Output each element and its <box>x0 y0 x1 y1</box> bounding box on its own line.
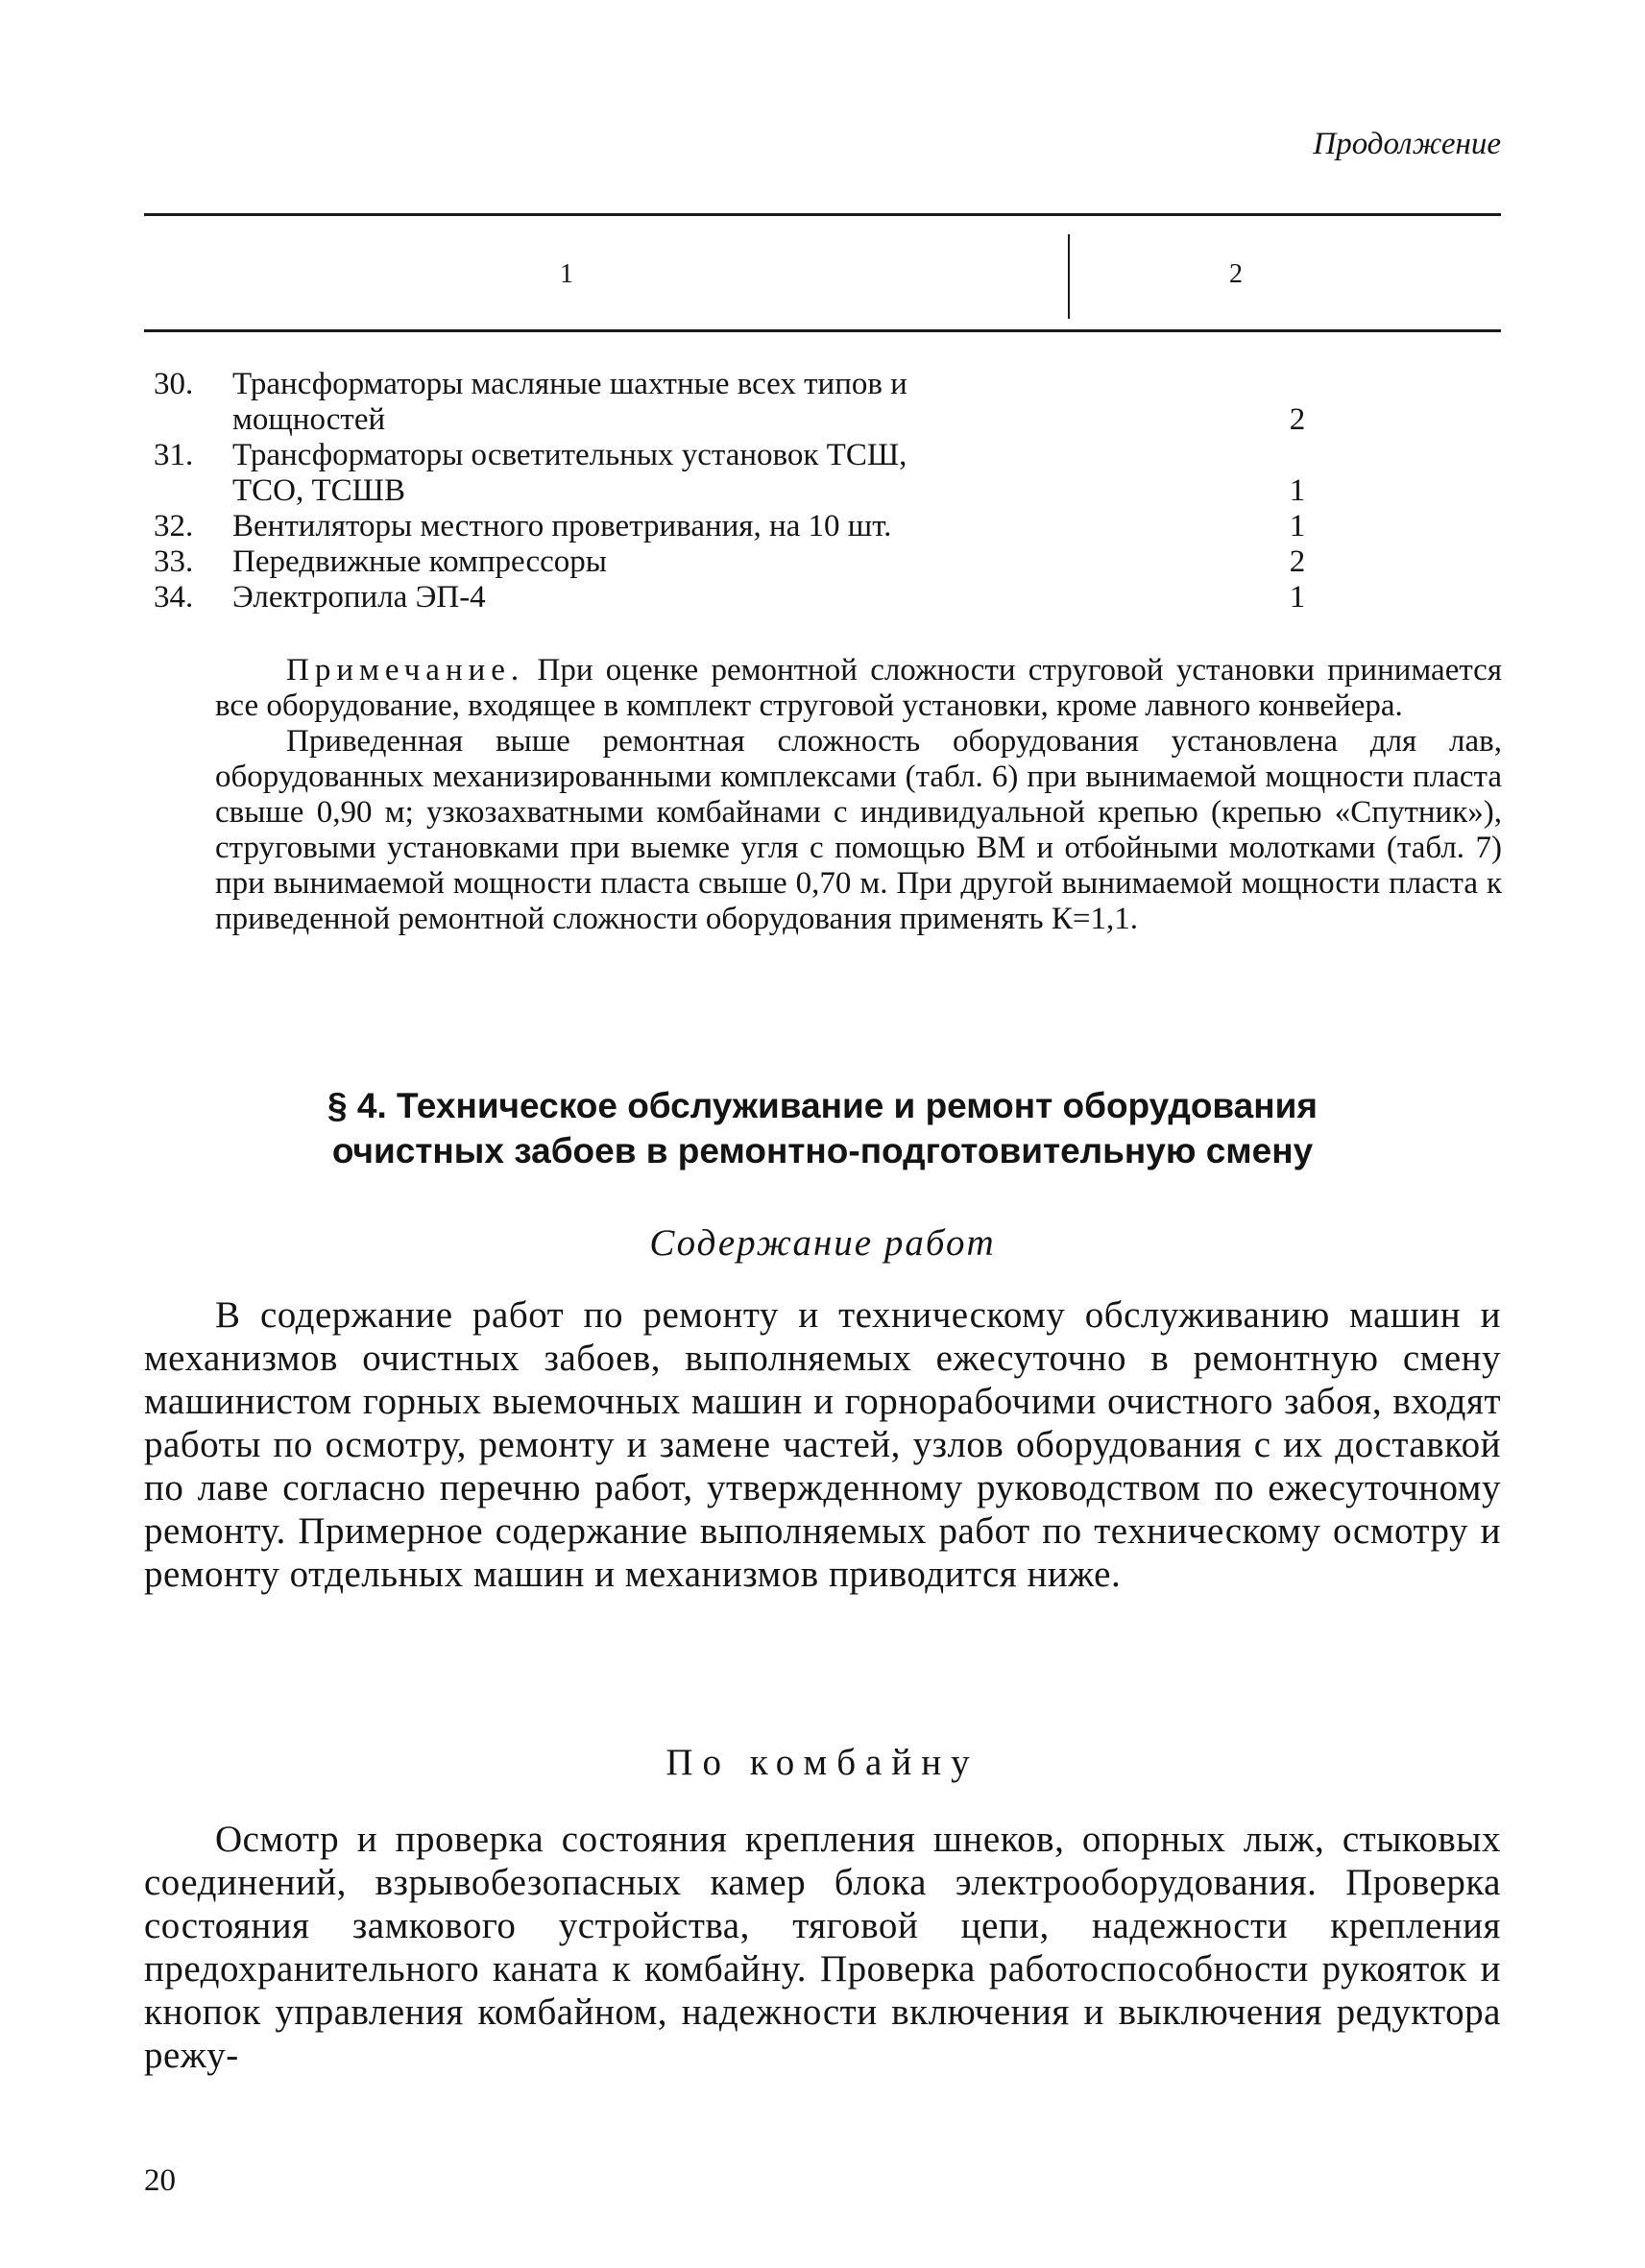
table-row <box>154 544 1344 580</box>
row-number: 33. <box>154 544 194 579</box>
column-header-1: 1 <box>560 259 573 289</box>
row-value: 1 <box>1289 473 1306 508</box>
row-value: 2 <box>1289 402 1306 437</box>
row-number: 32. <box>154 509 194 543</box>
row-description: Вентиляторы местного проветривания, на 10 шт. <box>232 509 892 543</box>
table-row <box>154 438 1344 509</box>
note-paragraph-1 <box>215 653 1502 724</box>
row-number: 30. <box>154 367 194 401</box>
subheading-work-content: Содержание работ <box>649 1222 996 1264</box>
page-number: 20 <box>144 2163 176 2198</box>
column-header-2: 2 <box>1229 259 1243 289</box>
equipment-table <box>154 367 1344 615</box>
row-description: Электропила ЭП-4 <box>232 580 486 615</box>
paragraph-combine: Осмотр и проверка состояния крепления шнеков, опорных лыж, стыковых соединений, взрывобезопасных камер блока электрооборудования. Проверка состояния замкового устройства, тяговой цепи, надежности крепления предохранительного каната к комбайну. Проверка работоспособности рукояток и кнопок управления комбайном, надежности включения и выключения редуктора режу- <box>144 1819 1501 2076</box>
row-description: Трансформаторы масляные шахтные всех типов и мощностей <box>232 367 907 437</box>
row-value: 2 <box>1289 544 1306 579</box>
row-description: Трансформаторы осветительных установок ТСШ, ТСО, ТСШВ <box>232 438 907 508</box>
row-number: 34. <box>154 580 194 615</box>
section-title: § 4. Техническое обслуживание и ремонт оборудования очистных забоев в ремонтно-подготовительную смену <box>327 1086 1318 1170</box>
subheading-combine: По комбайну <box>665 1742 980 1783</box>
table-note <box>215 653 1502 937</box>
row-value: 1 <box>1289 509 1306 543</box>
paragraph-work-content: В содержание работ по ремонту и техническому обслуживанию машин и механизмов очистных забоев, выполняемых ежесуточно в ремонтную смену машинистом горных выемочных машин и горнорабочими очистного забоя, входят работы по осмотру, ремонту и замене частей, узлов оборудования с их доставкой по лаве согласно перечню работ, утвержденному руководством по ежесуточному ремонту. Примерное содержание выполняемых работ по техническому осмотру и ремонту отдельных машин и механизмов приводится ниже. <box>144 1294 1501 1595</box>
table-row <box>154 509 1344 544</box>
row-number: 31. <box>154 438 194 472</box>
table-top-rule <box>144 213 1501 216</box>
continuation-label: Продолжение <box>1313 127 1501 161</box>
note-paragraph-2: Приведенная выше ремонтная сложность оборудования установлена для лав, оборудованных механизированными комплексами (табл. 6) при вынимаемой мощности пласта свыше 0,90 м; узкозахватными комбайнами с индивидуальной крепью (крепью «Спутник»), струговыми установками при выемке угля с помощью ВМ и отбойными молотками (табл. 7) при вынимаемой мощности пласта свыше 0,70 м. При другой вынимаемой мощности пласта к приведенной ремонтной сложности оборудования применять К=1,1. <box>215 724 1502 936</box>
table-header-rule <box>144 329 1501 332</box>
note-text-1: При оценке ремонтной сложности струговой установки принимается все оборудование, входящее в комплект струговой установки, кроме лавного конвейера. <box>215 653 1503 723</box>
note-label: Примечание. <box>286 653 525 688</box>
table-row <box>154 367 1344 438</box>
row-value: 1 <box>1289 580 1306 615</box>
table-row <box>154 580 1344 615</box>
row-description: Передвижные компрессоры <box>232 544 607 579</box>
column-separator <box>1068 234 1070 319</box>
